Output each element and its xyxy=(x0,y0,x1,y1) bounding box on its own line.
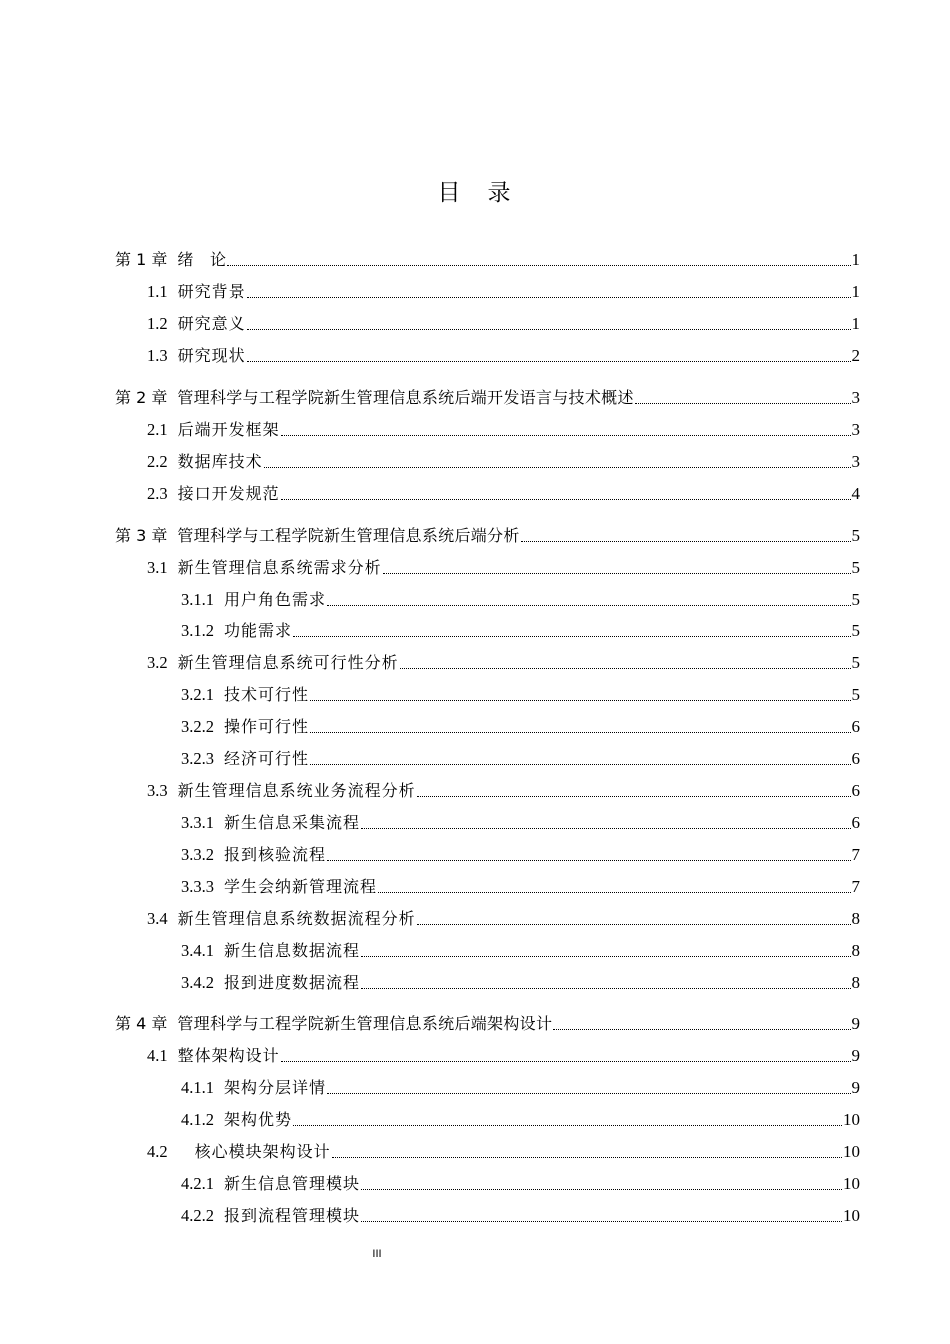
toc-entry[interactable] xyxy=(147,481,860,505)
toc-dot-leader xyxy=(227,265,850,266)
toc-dot-leader xyxy=(281,499,851,500)
toc-entry-title: 技术可行性 xyxy=(224,685,310,704)
toc-entry[interactable] xyxy=(115,1011,860,1035)
toc-entry-number: 第 1 章 xyxy=(115,250,168,269)
toc-entry-title: 新生管理信息系统业务流程分析 xyxy=(177,781,416,800)
toc-entry-title: 报到流程管理模块 xyxy=(224,1206,361,1225)
footer-page-number: III xyxy=(372,1248,382,1260)
toc-entry[interactable] xyxy=(181,1107,860,1131)
toc-entry-title: 新生管理信息系统需求分析 xyxy=(177,558,382,577)
toc-entry-number: 4.2.2 xyxy=(181,1206,214,1225)
toc-entry-number: 1.3 xyxy=(147,346,168,365)
toc-entry-number: 2.2 xyxy=(147,452,168,471)
toc-entry[interactable] xyxy=(181,1075,860,1099)
toc-entry-title: 功能需求 xyxy=(224,621,293,640)
toc-entry-title: 架构优势 xyxy=(224,1110,293,1129)
toc-dot-leader xyxy=(417,796,851,797)
toc-entry[interactable] xyxy=(181,587,860,611)
toc-entry[interactable] xyxy=(181,810,860,834)
toc-entry-title: 操作可行性 xyxy=(224,717,310,736)
toc-entry[interactable] xyxy=(147,778,860,802)
toc-entry[interactable] xyxy=(181,618,860,642)
toc-entry-number: 3.2 xyxy=(147,653,168,672)
toc-entry-title: 研究背景 xyxy=(177,282,246,301)
toc-dot-leader xyxy=(281,435,851,436)
toc-entry-number: 3.3.2 xyxy=(181,845,214,864)
toc-entry[interactable] xyxy=(147,449,860,473)
toc-entry-page-number: 6 xyxy=(851,813,860,832)
toc-entry-number: 3.4.2 xyxy=(181,973,214,992)
toc-entry-title: 绪 论 xyxy=(177,250,227,269)
toc-entry-number: 2.3 xyxy=(147,484,168,503)
toc-dot-leader xyxy=(553,1029,850,1030)
toc-entry-number: 第 3 章 xyxy=(115,526,168,545)
toc-entry-page-number: 9 xyxy=(851,1014,860,1033)
toc-dot-leader xyxy=(327,860,850,861)
toc-dot-leader xyxy=(332,1157,842,1158)
toc-entry[interactable] xyxy=(181,1171,860,1195)
toc-entry-number: 3.3 xyxy=(147,781,168,800)
toc-dot-leader xyxy=(310,700,850,701)
toc-dot-leader xyxy=(635,403,851,404)
toc-entry-title: 经济可行性 xyxy=(224,749,310,768)
toc-entry-number: 3.1 xyxy=(147,558,168,577)
toc-entry-title: 学生会纳新管理流程 xyxy=(224,877,378,896)
toc-entry-page-number: 3 xyxy=(851,420,860,439)
toc-entry-number: 4.2 xyxy=(147,1142,168,1161)
toc-entry[interactable] xyxy=(115,523,860,547)
toc-entry-title: 新生管理信息系统数据流程分析 xyxy=(177,909,416,928)
toc-entry[interactable] xyxy=(147,906,860,930)
toc-entry-page-number: 6 xyxy=(851,717,860,736)
toc-entry-number: 3.1.1 xyxy=(181,590,214,609)
toc-dot-leader xyxy=(378,892,850,893)
toc-entry[interactable] xyxy=(181,842,860,866)
toc-entry[interactable] xyxy=(147,343,860,367)
toc-entry-title: 整体架构设计 xyxy=(177,1046,280,1065)
page-title: 目 录 xyxy=(437,180,513,206)
toc-entry-number: 4.1.2 xyxy=(181,1110,214,1129)
toc-entry-page-number: 1 xyxy=(851,314,860,333)
toc-dot-leader xyxy=(327,1093,850,1094)
toc-entry-title: 新生管理信息系统可行性分析 xyxy=(177,653,399,672)
toc-entry[interactable] xyxy=(181,938,860,962)
toc-entry-title: 后端开发框架 xyxy=(177,420,280,439)
toc-entry-number: 1.1 xyxy=(147,282,168,301)
toc-entry-number: 1.2 xyxy=(147,314,168,333)
toc-dot-leader xyxy=(310,764,850,765)
toc-entry[interactable] xyxy=(147,1043,860,1067)
toc-entry-title: 新生信息采集流程 xyxy=(224,813,361,832)
toc-entry-title: 核心模块架构设计 xyxy=(177,1142,331,1161)
toc-entry[interactable] xyxy=(181,682,860,706)
toc-entry-page-number: 9 xyxy=(851,1078,860,1097)
toc-entry-page-number: 6 xyxy=(851,749,860,768)
toc-entry-page-number: 5 xyxy=(851,590,860,609)
toc-entry[interactable] xyxy=(115,385,860,409)
toc-entry-page-number: 10 xyxy=(843,1206,860,1225)
toc-dot-leader xyxy=(310,732,850,733)
toc-dot-leader xyxy=(417,924,851,925)
toc-entry-number: 3.2.2 xyxy=(181,717,214,736)
toc-entry[interactable] xyxy=(147,311,860,335)
toc-dot-leader xyxy=(327,605,850,606)
toc-dot-leader xyxy=(361,1189,842,1190)
toc-entry-title: 研究现状 xyxy=(177,346,246,365)
toc-entry-number: 3.3.1 xyxy=(181,813,214,832)
toc-entry-number: 3.3.3 xyxy=(181,877,214,896)
toc-entry[interactable] xyxy=(147,279,860,303)
toc-entry-page-number: 5 xyxy=(851,621,860,640)
toc-entry-page-number: 10 xyxy=(843,1110,860,1129)
toc-dot-leader xyxy=(247,329,851,330)
toc-entry-page-number: 3 xyxy=(851,388,860,407)
toc-dot-leader xyxy=(281,1061,851,1062)
toc-entry-page-number: 8 xyxy=(851,973,860,992)
toc-dot-leader xyxy=(361,828,850,829)
toc-dot-leader xyxy=(400,668,851,669)
toc-entry-title: 管理科学与工程学院新生管理信息系统后端分析 xyxy=(177,526,520,545)
toc-entry-number: 3.2.3 xyxy=(181,749,214,768)
toc-dot-leader xyxy=(383,573,851,574)
toc-dot-leader xyxy=(293,636,850,637)
toc-dot-leader xyxy=(361,1221,842,1222)
toc-entry-title: 研究意义 xyxy=(177,314,246,333)
toc-entry[interactable] xyxy=(181,714,860,738)
toc-entry-page-number: 6 xyxy=(851,781,860,800)
toc-dot-leader xyxy=(293,1125,842,1126)
toc-entry-page-number: 4 xyxy=(851,484,860,503)
toc-entry-number: 第 4 章 xyxy=(115,1014,168,1033)
toc-entry-page-number: 8 xyxy=(851,909,860,928)
toc-entry-number: 3.1.2 xyxy=(181,621,214,640)
toc-entry-title: 新生信息管理模块 xyxy=(224,1174,361,1193)
toc-entry[interactable] xyxy=(147,417,860,441)
toc-entry-title: 管理科学与工程学院新生管理信息系统后端开发语言与技术概述 xyxy=(177,388,634,407)
toc-entry-title: 报到核验流程 xyxy=(224,845,327,864)
toc-entry-page-number: 5 xyxy=(851,685,860,704)
toc-entry-title: 接口开发规范 xyxy=(177,484,280,503)
toc-entry-number: 4.1.1 xyxy=(181,1078,214,1097)
toc-entry[interactable] xyxy=(181,1203,860,1227)
toc-entry-page-number: 5 xyxy=(851,526,860,545)
toc-entry-number: 4.1 xyxy=(147,1046,168,1065)
toc-dot-leader xyxy=(361,988,850,989)
toc-entry-page-number: 5 xyxy=(851,558,860,577)
toc-entry-page-number: 3 xyxy=(851,452,860,471)
toc-entry-number: 3.4 xyxy=(147,909,168,928)
toc-entry-number: 第 2 章 xyxy=(115,388,168,407)
toc-entry-title: 管理科学与工程学院新生管理信息系统后端架构设计 xyxy=(177,1014,553,1033)
toc-entry-page-number: 8 xyxy=(851,941,860,960)
toc-entry-title: 数据库技术 xyxy=(177,452,263,471)
toc-entry-number: 2.1 xyxy=(147,420,168,439)
toc-dot-leader xyxy=(247,361,851,362)
toc-entry-page-number: 7 xyxy=(851,877,860,896)
toc-entry-number: 3.4.1 xyxy=(181,941,214,960)
toc-entry-number: 3.2.1 xyxy=(181,685,214,704)
toc-entry-page-number: 1 xyxy=(851,250,860,269)
toc-dot-leader xyxy=(247,297,851,298)
toc-entry-title: 架构分层详情 xyxy=(224,1078,327,1097)
toc-entry[interactable] xyxy=(147,650,860,674)
toc-entry-page-number: 5 xyxy=(851,653,860,672)
toc-entry-title: 用户角色需求 xyxy=(224,590,327,609)
toc-entry[interactable] xyxy=(147,1139,860,1163)
toc-dot-leader xyxy=(361,956,850,957)
toc-entry[interactable] xyxy=(181,970,860,994)
toc-dot-leader xyxy=(521,541,851,542)
toc-entry[interactable] xyxy=(147,555,860,579)
toc-entry-page-number: 7 xyxy=(851,845,860,864)
toc-entry-title: 新生信息数据流程 xyxy=(224,941,361,960)
toc-entry-title: 报到进度数据流程 xyxy=(224,973,361,992)
toc-entry[interactable] xyxy=(115,247,860,271)
toc-entry-page-number: 10 xyxy=(843,1142,860,1161)
toc-entry[interactable] xyxy=(181,874,860,898)
toc-entry-page-number: 2 xyxy=(851,346,860,365)
toc-entry-page-number: 9 xyxy=(851,1046,860,1065)
toc-dot-leader xyxy=(264,467,851,468)
toc-entry-page-number: 10 xyxy=(843,1174,860,1193)
toc-entry-number: 4.2.1 xyxy=(181,1174,214,1193)
toc-entry-page-number: 1 xyxy=(851,282,860,301)
toc-entry[interactable] xyxy=(181,746,860,770)
